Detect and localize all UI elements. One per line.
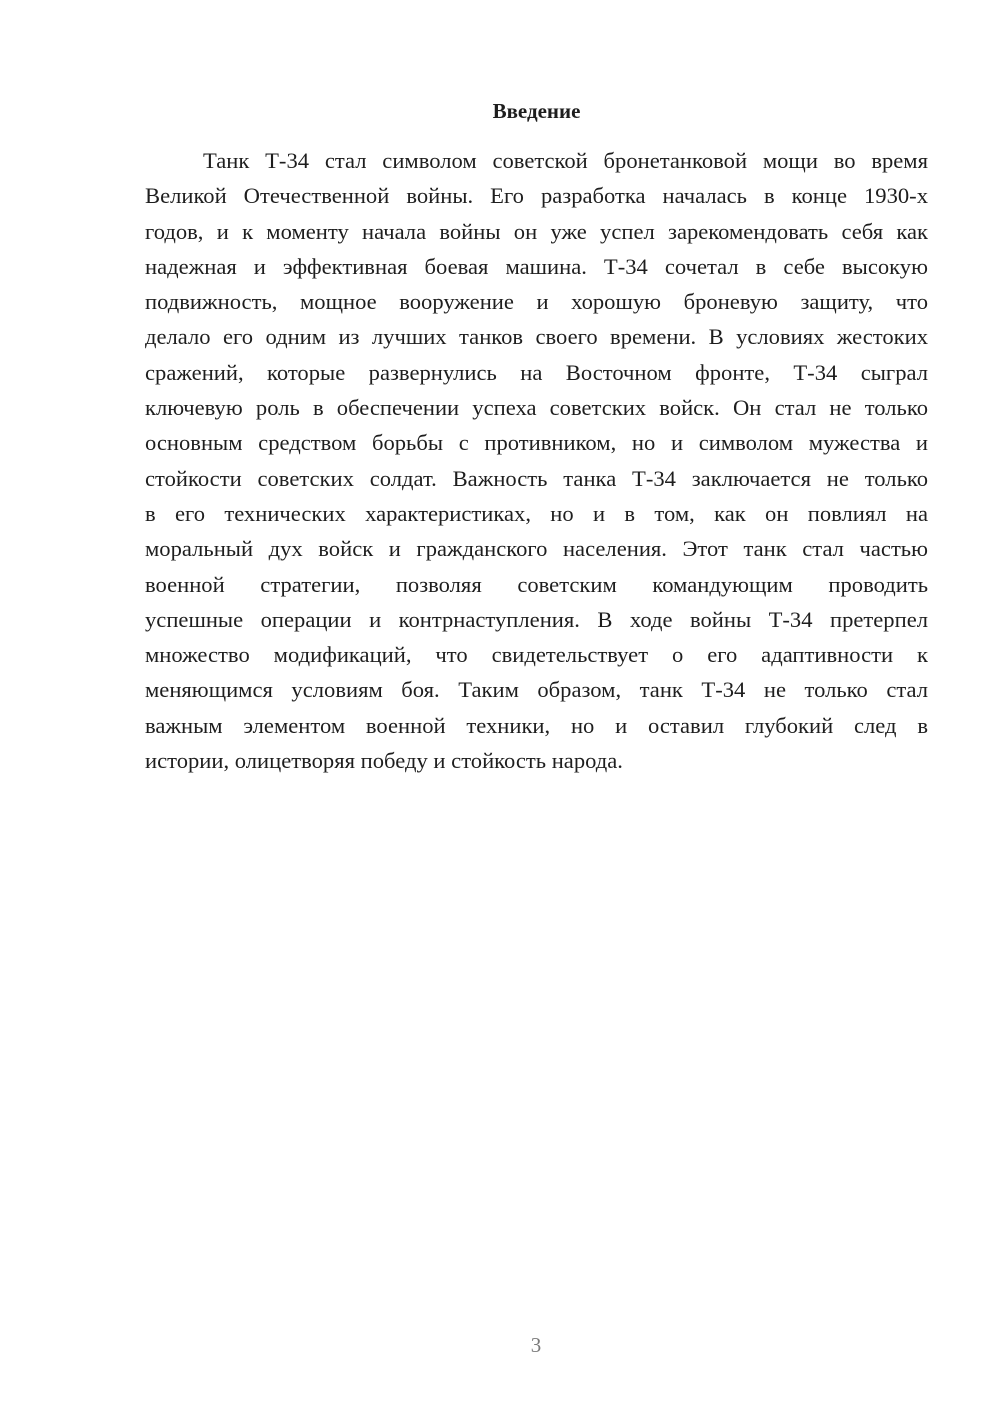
paragraph-line: Танк Т-34 стал символом советской бронетанковой мощи во время <box>203 148 928 173</box>
paragraph-line: в его технических характеристиках, но и в том, как он повлиял на <box>145 500 928 526</box>
paragraph-line: делало его одним из лучших танков своего времени. В условиях жестоких <box>145 324 928 350</box>
paragraph-line: меняющимся условиям боя. Таким образом, танк Т-34 не только стал <box>145 677 928 703</box>
paragraph-line: надежная и эффективная боевая машина. Т-34 сочетал в себе высокую <box>145 253 928 279</box>
paragraph-line: подвижность, мощное вооружение и хорошую броневую защиту, что <box>145 289 928 315</box>
paragraph-line: ключевую роль в обеспечении успеха советских войск. Он стал не только <box>145 395 928 421</box>
paragraph-line: военной стратегии, позволяя советским командующим проводить <box>145 571 928 597</box>
paragraph-line: множество модификаций, что свидетельствует о его адаптивности к <box>145 642 928 668</box>
paragraph-line: успешные операции и контрнаступления. В ходе войны Т-34 претерпел <box>145 606 928 632</box>
paragraph-line: сражений, которые развернулись на Восточном фронте, Т-34 сыграл <box>145 359 928 385</box>
paragraph-line: Великой Отечественной войны. Его разработка началась в конце 1930-х <box>145 183 928 209</box>
paragraph-line: стойкости советских солдат. Важность танка Т-34 заключается не только <box>145 465 928 491</box>
paragraph-line: важным элементом военной техники, но и оставил глубокий след в <box>145 712 928 738</box>
paragraph-line: моральный дух войск и гражданского населения. Этот танк стал частью <box>145 536 928 562</box>
paragraph-line: годов, и к моменту начала войны он уже успел зарекомендовать себя как <box>145 218 928 244</box>
paragraph-line: истории, олицетворяя победу и стойкость народа. <box>145 748 623 774</box>
section-heading: Введение <box>492 99 581 123</box>
paragraph-line: основным средством борьбы с противником, но и символом мужества и <box>145 430 928 456</box>
page-number: 3 <box>530 1333 542 1357</box>
paragraph <box>145 143 928 778</box>
